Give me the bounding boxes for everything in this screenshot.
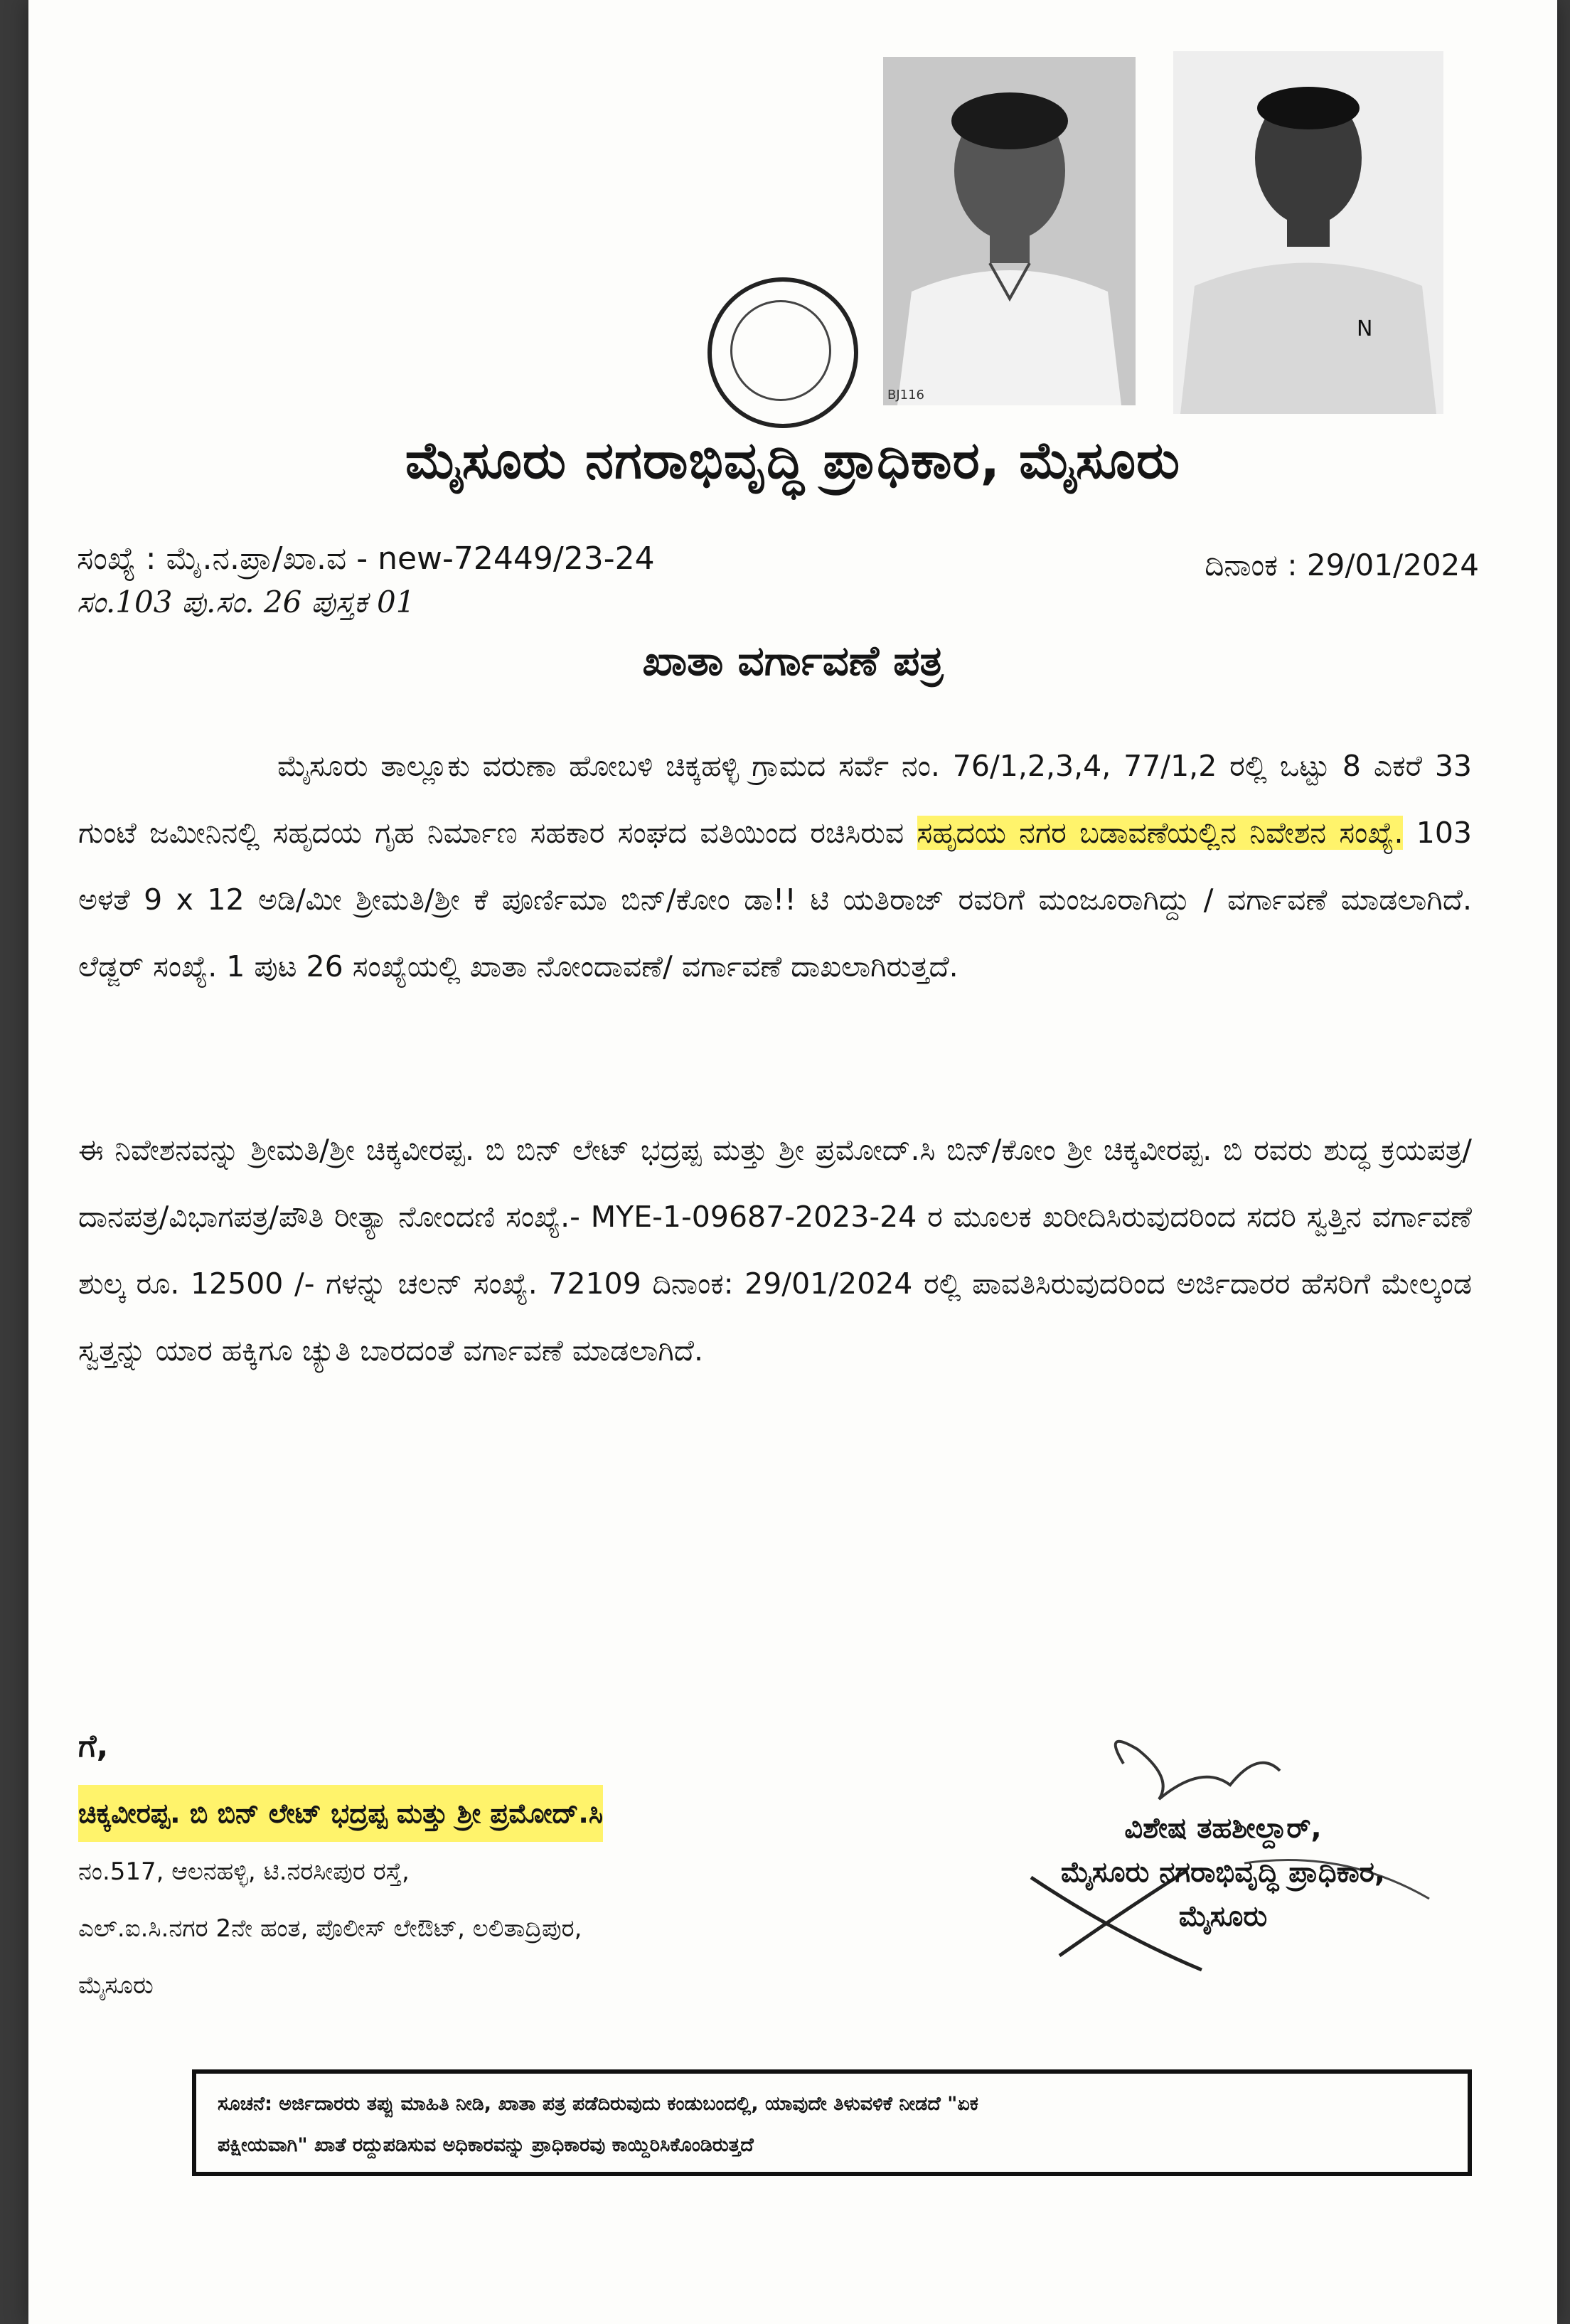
recipient-name: ಚಿಕ್ಕವೀರಪ್ಪ. ಬಿ ಬಿನ್ ಲೇಟ್ ಭದ್ರಪ್ಪ ಮತ್ತು ಶ್ರೀ ಪ್ರಮೋದ್.ಸಿ xyxy=(78,1785,603,1842)
address-line-1: ನಂ.517, ಆಲನಹಳ್ಳಿ, ಟಿ.ನರಸೀಪುರ ರಸ್ತೆ, xyxy=(78,1857,410,1886)
document-page xyxy=(28,0,1557,2324)
signatory-designation: ವಿಶೇಷ ತಹಶೀಲ್ದಾರ್, xyxy=(1124,1812,1322,1845)
footer-note-line-2: ಪಕ್ಷೀಯವಾಗಿ" ಖಾತೆ ರದ್ದುಪಡಿಸುವ ಅಧಿಕಾರವನ್ನು ಪ್ರಾಧಿಕಾರವು ಕಾಯ್ದಿರಿಸಿಕೊಂಡಿರುತ್ತದೆ xyxy=(218,2134,754,2156)
address-line-3: ಮೈಸೂರು xyxy=(78,1971,154,2000)
footer-note xyxy=(192,2069,1472,2176)
highlighted-text: ಸಹೃದಯ ನಗರ ಬಡಾವಣೆಯಲ್ಲಿನ ನಿವೇಶನ ಸಂಖ್ಯೆ. xyxy=(917,816,1404,850)
signatory-city: ಮೈಸೂರು xyxy=(1178,1900,1268,1933)
paragraph-1 xyxy=(78,732,1472,1000)
svg-text:N: N xyxy=(1357,316,1373,341)
signatory-block xyxy=(995,1806,1451,1939)
footer-note-line-1: ಸೂಚನೆ: ಅರ್ಜಿದಾರರು ತಪ್ಪು ಮಾಹಿತಿ ನೀಡಿ, ಖಾತಾ ಪತ್ರ ಪಡೆದಿರುವುದು ಕಂಡುಬಂದಲ್ಲಿ, ಯಾವುದೇ ತಿಳುವಳಿಕೆ ನೀಡದೆ "ಏಕ xyxy=(218,2093,978,2115)
handwritten-reference: ಸಂ.103 ಪು.ಸಂ. 26 ಪುಸ್ತಕ 01 xyxy=(77,585,415,619)
document-title: ಖಾತಾ ವರ್ಗಾವಣೆ ಪತ್ರ xyxy=(642,636,944,685)
document-date: ದಿನಾಂಕ : 29/01/2024 xyxy=(1205,548,1479,582)
photo-caption: BJ116 xyxy=(887,388,925,403)
person-photo-icon xyxy=(1173,51,1443,414)
reference-number: ಸಂಖ್ಯೆ : ಮೈ.ನ.ಪ್ರಾ/ಖಾ.ವ - new-72449/23-24 xyxy=(77,540,655,577)
recipient-greeting: ಗೆ, xyxy=(78,1728,109,1764)
paragraph-1-start: ಮೈಸೂರು ತಾಲ್ಲೂಕು ವರುಣಾ ಹೋಬಳಿ ಚಿಕ್ಕಹಳ್ಳಿ ಗ್ರಾಮದ ಸರ್ವೆ ನಂ. 76/1,2,3,4, 77/1,2 ರಲ್ಲಿ ಒಟ್ಟು 8 ಎಕರೆ 33 ಗುಂಟೆ ಜಮೀನಿನಲ್ಲಿ ಸಹೃದಯ ಗೃಹ ನಿರ್ಮಾಣ ಸಹಕಾರ ಸಂಘದ ವತಿಯಿಂದ ರಚಿಸಿರುವ xyxy=(78,749,1472,850)
applicant-photo-2 xyxy=(1173,51,1443,414)
address-line-2: ಎಲ್.ಐ.ಸಿ.ನಗರ 2ನೇ ಹಂತ, ಪೊಲೀಸ್ ಲೇಔಟ್, ಲಲಿತಾದ್ರಿಪುರ, xyxy=(78,1914,582,1943)
person-photo-icon xyxy=(883,57,1136,405)
authority-seal-icon xyxy=(707,277,858,428)
organization-title: ಮೈಸೂರು ನಗರಾಭಿವೃದ್ಧಿ ಪ್ರಾಧಿಕಾರ, ಮೈಸೂರು xyxy=(405,430,1181,490)
signatory-office: ಮೈಸೂರು ನಗರಾಭಿವೃದ್ಧಿ ಪ್ರಾಧಿಕಾರ, xyxy=(1060,1856,1386,1889)
recipient-address xyxy=(78,1785,789,2014)
paragraph-2: ಈ ನಿವೇಶನವನ್ನು ಶ್ರೀಮತಿ/ಶ್ರೀ ಚಿಕ್ಕವೀರಪ್ಪ. ಬಿ ಬಿನ್ ಲೇಟ್ ಭದ್ರಪ್ಪ ಮತ್ತು ಶ್ರೀ ಪ್ರಮೋದ್.ಸಿ ಬಿನ್/ಕೋಂ ಶ್ರೀ ಚಿಕ್ಕವೀರಪ್ಪ. ಬಿ ರವರು ಶುದ್ಧ ಕ್ರಯಪತ್ರ/ ದಾನಪತ್ರ/ವಿಭಾಗಪತ್ರ/ಪೌತಿ ರೀತ್ಯಾ ನೋಂದಣಿ ಸಂಖ್ಯೆ.- MYE-1-09687-2023-24 ರ ಮೂಲಕ ಖರೀದಿಸಿರುವುದರಿಂದ ಸದರಿ ಸ್ವತ್ತಿನ ವರ್ಗಾವಣೆ ಶುಲ್ಕ ರೂ. 12500 /- ಗಳನ್ನು ಚಲನ್ ಸಂಖ್ಯೆ. 72109 ದಿನಾಂಕ: 29/01/2024 ರಲ್ಲಿ ಪಾವತಿಸಿರುವುದರಿಂದ ಅರ್ಜಿದಾರರ ಹೆಸರಿಗೆ ಮೇಲ್ಕಂಡ ಸ್ವತ್ತನ್ನು ಯಾರ ಹಕ್ಕಿಗೂ ಚ್ಯುತಿ ಬಾರದಂತೆ ವರ್ಗಾವಣೆ ಮಾಡಲಾಗಿದೆ. xyxy=(78,1133,1472,1368)
paragraph-1-end: 103 ಅಳತೆ 9 x 12 ಅಡಿ/ಮೀ ಶ್ರೀಮತಿ/ಶ್ರೀ ಕೆ ಪೂರ್ಣಿಮಾ ಬಿನ್/ಕೋಂ ಡಾ!! ಟಿ ಯತಿರಾಜ್ ರವರಿಗೆ ಮಂಜೂರಾಗಿದ್ದು / ವರ್ಗಾವಣೆ ಮಾಡಲಾಗಿದೆ. ಲೆಡ್ಜರ್ ಸಂಖ್ಯೆ. 1 ಪುಟ 26 ಸಂಖ್ಯೆಯಲ್ಲಿ ಖಾತಾ ನೋಂದಾವಣೆ/ ವರ್ಗಾವಣೆ ದಾಖಲಾಗಿರುತ್ತದೆ. xyxy=(78,816,1473,984)
applicant-photo-1 xyxy=(883,57,1136,405)
